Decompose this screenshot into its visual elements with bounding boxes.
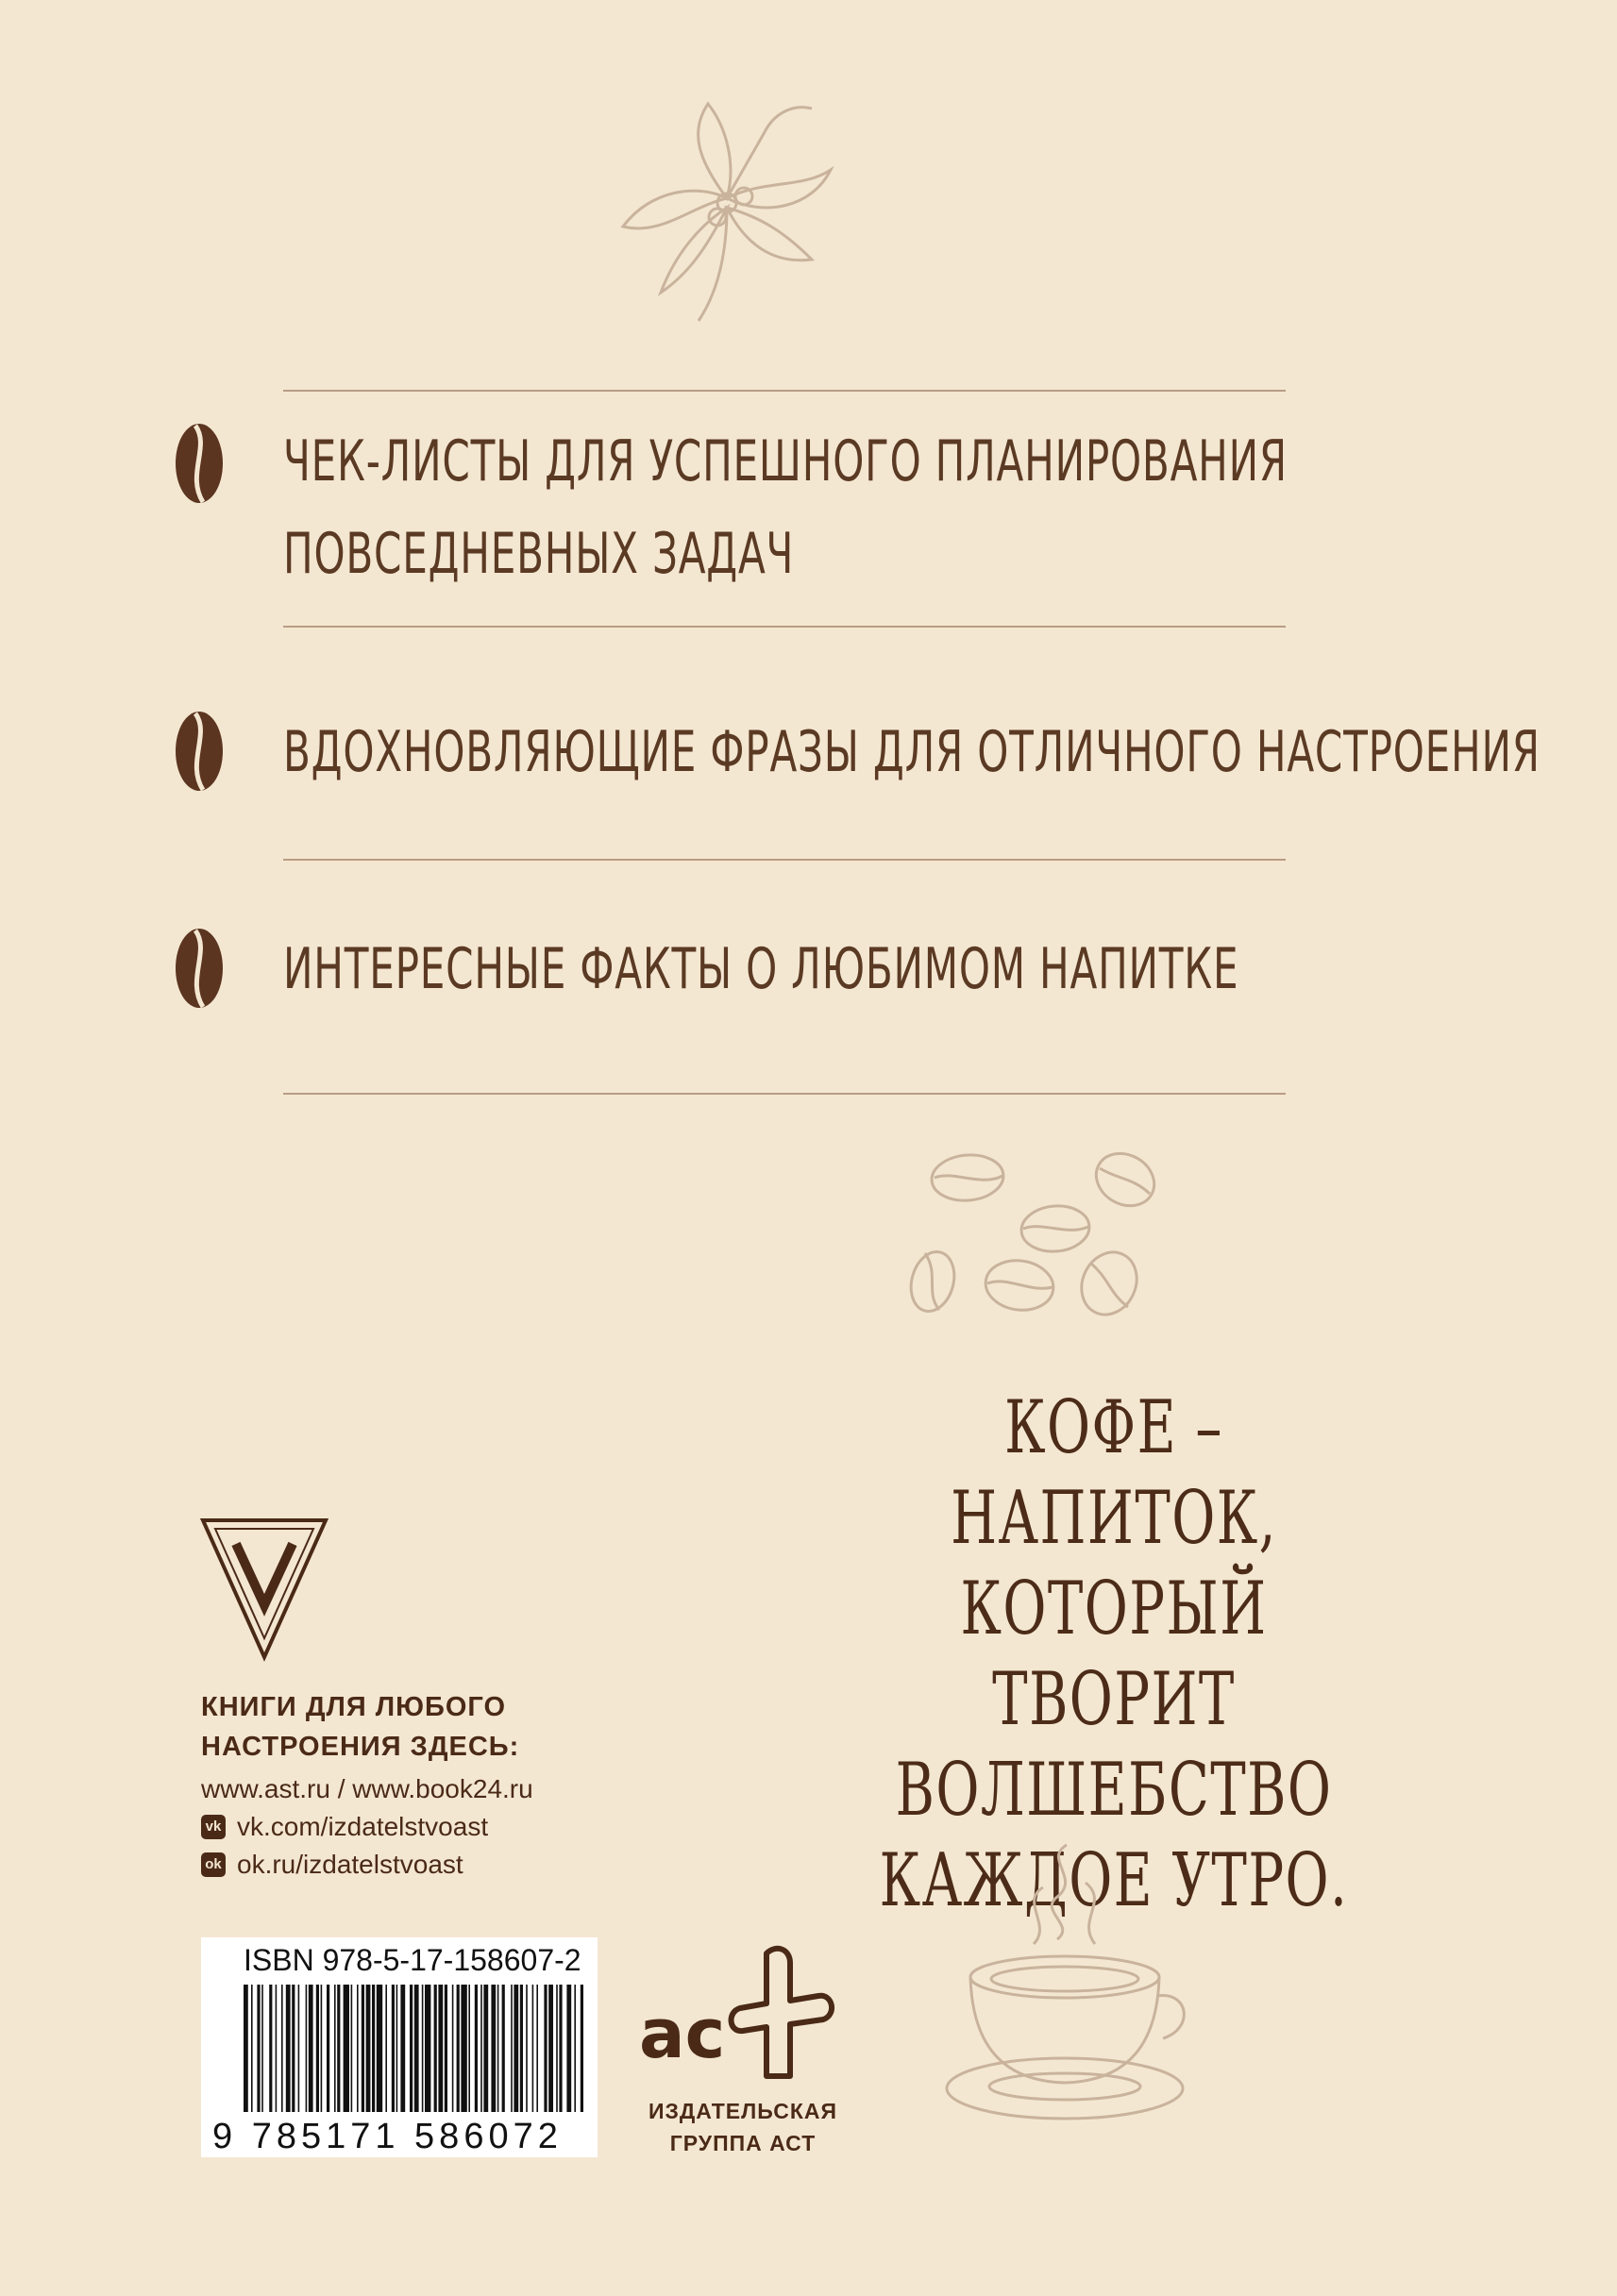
feature-facts-line1: ИНТЕРЕСНЫЕ ФАКТЫ О ЛЮБИМОМ НАПИТКЕ [283,936,1239,1002]
divider-2 [283,626,1286,628]
coffee-bean-icon [175,928,224,1009]
feature-phrases-line1: ВДОХНОВЛЯЮЩИЕ ФРАЗЫ ДЛЯ ОТЛИЧНОГО НАСТРОЕНИЯ [283,719,1541,785]
publisher-line-2: ГРУППА АСТ [669,2131,817,2155]
isbn-text: ISBN 978-5-17-158607-2 [244,1943,581,1977]
promo-ok-link[interactable] [201,1846,533,1884]
vk-icon: vk [201,1815,226,1839]
publisher-line-1: ИЗДАТЕЛЬСКАЯ [648,2099,838,2123]
promo-heading-2: НАСТРОЕНИЯ ЗДЕСЬ: [201,1732,520,1762]
publisher-name [634,2095,851,2159]
barcode-digits: 9 785171 586072 [212,2117,563,2156]
feature-phrases [283,706,1541,798]
divider-4 [283,1093,1286,1095]
coffee-beans-illustration [897,1142,1171,1321]
divider-1 [283,390,1286,392]
quote-line-4: КАЖДОЕ УТРО. [879,1838,1349,1923]
divider-3 [283,859,1286,861]
coffee-branch-illustration [585,75,868,340]
ast-logo [634,1944,851,2086]
promo-sites-link[interactable] [201,1770,533,1808]
promo-sites-text: www.ast.ru / www.book24.ru [201,1774,533,1803]
barcode-bars [244,1985,583,2121]
isbn-barcode [201,1937,598,2157]
feature-checklists-line1: ЧЕК-ЛИСТЫ ДЛЯ УСПЕШНОГО ПЛАНИРОВАНИЯ [283,428,1288,494]
promo-vk-text: vk.com/izdatelstvoast [237,1812,489,1841]
coffee-bean-icon [175,711,224,792]
ast-logo-text: ac [639,1994,726,2073]
publisher-v-logo [198,1516,330,1662]
ok-icon: ok [201,1852,226,1877]
feature-checklists-line2: ПОВСЕДНЕВНЫХ ЗАДАЧ [283,521,795,587]
feature-checklists [283,415,1288,600]
quote-line-1: КОФЕ – НАПИТОК, [951,1385,1277,1561]
coffee-cup-illustration [944,1835,1189,2147]
promo-heading-1: КНИГИ ДЛЯ ЛЮБОГО [201,1692,507,1722]
quote-line-2: КОТОРЫЙ ТВОРИТ [960,1567,1268,1742]
coffee-bean-icon [175,423,224,504]
feature-facts [283,923,1238,1015]
promo-vk-link[interactable] [201,1808,533,1846]
quote-line-3: ВОЛШЕБСТВО [895,1748,1333,1833]
promo-block [201,1687,533,1884]
promo-ok-text: ok.ru/izdatelstvoast [237,1850,463,1879]
